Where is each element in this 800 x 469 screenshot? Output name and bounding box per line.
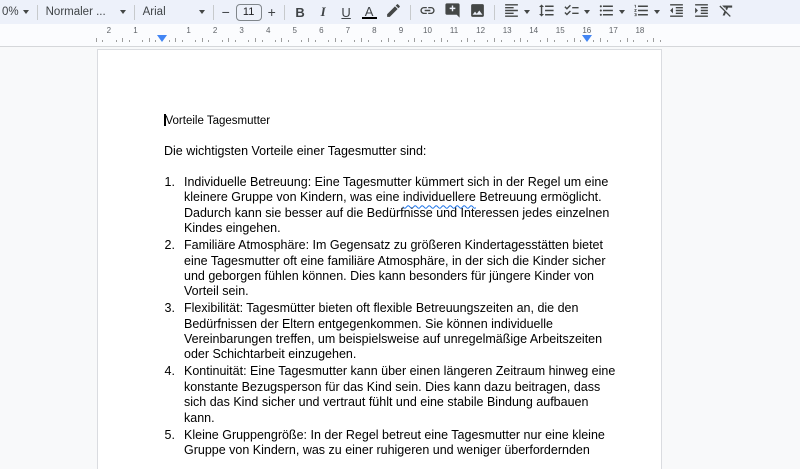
ruler-tick [335,38,336,42]
ruler-tick [494,38,495,42]
ruler-tick [620,40,621,42]
increase-indent-button[interactable] [689,1,714,23]
ruler-tick [421,40,422,42]
ruler-number: 10 [423,26,432,35]
list-item-text: Kontinuität: Eine Tagesmutter kann über einen längeren Zeitraum hinweg eine konstante Bezugsperson für das Kind sein. Dies kann dazu beitragen, dass sich das Kind sicher und vertraut fühlt und eine stabile Bindung aufbauen kann. [184,364,616,425]
link-icon [419,2,436,22]
numbered-list [164,175,644,458]
list-item-number: 2. [164,238,175,253]
ruler-tick [308,38,309,42]
ruler-tick [228,38,229,42]
paragraph-style-dropdown[interactable] [42,1,130,23]
ruler-tick [593,40,594,42]
ruler-number: 14 [529,26,539,35]
ruler-tick [607,40,608,42]
ruler-tick [434,40,435,42]
ruler-tick [647,40,648,42]
paragraph-style-value: Normaler ... [45,6,106,18]
ruler-tick [122,38,123,42]
ruler-tick [361,38,362,42]
ruler-tick [547,38,548,42]
ruler-tick [182,40,183,42]
decrease-indent-button[interactable] [664,1,689,23]
toolbar-divider [410,5,411,20]
ruler-tick [441,38,442,42]
pen-icon [385,2,402,22]
ruler-number: 1 [133,26,138,35]
ruler-tick [116,40,117,42]
document-title: Vorteile Tagesmutter [165,115,271,127]
numbered-list-button[interactable] [629,1,664,23]
comment-add-icon [444,2,461,22]
ruler-number: 18 [635,26,645,35]
ruler-tick [368,40,369,42]
ruler-tick [262,40,263,42]
bold-button[interactable]: B [295,4,305,20]
ruler-tick [96,38,97,42]
ruler-tick [388,38,389,42]
ruler-tick [574,38,575,42]
ruler-tick [467,38,468,42]
ruler-tick [633,40,634,42]
ruler-number: 1 [186,26,191,35]
ruler-tick [202,38,203,42]
ruler-tick [461,40,462,42]
clear-formatting-button[interactable] [714,1,739,23]
list-item-number: 5. [164,427,175,442]
add-comment-button[interactable] [440,1,465,23]
ruler-number: 16 [582,26,592,35]
list-item [164,364,644,426]
left-indent-marker[interactable] [157,35,167,42]
ruler-number: 2 [106,26,112,35]
ruler-tick [222,40,223,42]
ruler-tick [408,40,409,42]
ruler-tick [514,40,515,42]
font-size-input[interactable]: 11 [236,4,262,21]
ruler-number: 17 [608,26,618,35]
ruler-number: 7 [345,26,351,35]
ruler-tick [653,38,654,42]
ruler-tick [501,40,502,42]
bulleted-list-icon [598,2,615,22]
document-canvas [0,48,800,457]
zoom-value: 0% [2,6,19,18]
ruler-tick [102,40,103,42]
indent-increase-icon [693,2,710,22]
chevron-down-icon [199,10,205,14]
ruler-number: 3 [239,26,244,35]
insert-link-button[interactable] [415,1,440,23]
ruler-tick [520,38,521,42]
bulleted-list-button[interactable] [594,1,629,23]
ruler-number: 8 [372,26,377,35]
image-icon [469,2,486,22]
ruler-number: 15 [555,26,565,35]
toolbar [0,0,800,24]
list-item-text: Familiäre Atmosphäre: Im Gegensatz zu größeren Kindertagesstätten bietet eine Tagesmutter oft eine familiäre Atmosphäre, in der sich die Kinder sicher und geborgen fühlen können. Dies kann besonders für jüngere Kinder von Vorteil sein. [184,238,606,299]
ruler-number: 6 [319,26,324,35]
ruler-tick [195,40,196,42]
list-item-number: 3. [164,301,175,316]
ruler-tick [381,40,382,42]
ruler-tick [328,40,329,42]
chevron-down-icon [23,10,29,14]
list-item-text: Flexibilität: Tagesmütter bieten oft flexible Betreuungszeiten an, die den Bedürfnissen der Eltern entgegenkommen. Sie können individuelle Vereinbarungen treffen, um beispielsweise auf unregelmäßige Arbeitszeiten oder Schichtarbeit einzugehen. [184,301,603,362]
ruler-tick [567,40,568,42]
ruler-tick [627,38,628,42]
chevron-down-icon [584,10,590,14]
ruler-number: 13 [502,26,512,35]
ruler-tick [248,40,249,42]
list-item [164,238,644,300]
toolbar-divider [494,5,495,20]
insert-image-button[interactable] [465,1,490,23]
ruler-tick [554,40,555,42]
ruler[interactable] [0,24,800,46]
ruler-tick [394,40,395,42]
increase-font-size-button[interactable]: + [267,4,276,20]
ruler-number: 12 [476,26,486,35]
ruler-tick [474,40,475,42]
list-item [164,175,644,237]
ruler-tick [235,40,236,42]
ruler-tick [341,40,342,42]
toolbar-divider [37,5,38,20]
ruler-tick [142,40,143,42]
list-item-number: 4. [164,364,175,379]
ruler-tick [175,38,176,42]
list-item [164,301,644,363]
highlight-color-button[interactable] [381,1,406,23]
align-left-icon [503,2,520,22]
ruler-tick [208,40,209,42]
list-item-number: 1. [164,175,175,189]
ruler-tick [540,40,541,42]
document-content[interactable] [164,50,644,460]
ruler-number: 2 [212,26,218,35]
ruler-tick [288,40,289,42]
ruler-tick [275,40,276,42]
right-indent-marker[interactable] [582,35,592,42]
list-item-text: Individuelle Betreuung: Eine Tagesmutter kümmert sich in der Regel um eine kleinere Gruppe von Kindern, was eine individuellere Betreuung ermöglicht. Dadurch kann sie besser auf die Bedürfnisse und Interessen jedes einzelnen Kindes eingehen. [184,175,610,236]
ruler-tick [255,38,256,42]
clear-formatting-icon [718,2,735,22]
toolbar-divider [134,5,135,20]
line-spacing-icon [538,2,555,22]
checklist-button[interactable] [559,1,594,23]
list-item [164,428,644,459]
ruler-number: 4 [265,26,271,35]
indent-decrease-icon [668,2,685,22]
toolbar-divider [284,5,285,20]
chevron-down-icon [654,10,660,14]
ruler-tick [660,40,661,42]
line-spacing-button[interactable] [534,1,559,23]
align-button[interactable] [499,1,534,23]
italic-button[interactable]: I [320,4,326,19]
text-color-button[interactable]: A [358,1,381,23]
ruler-tick [487,40,488,42]
ruler-tick [301,40,302,42]
ruler-tick [414,38,415,42]
chevron-down-icon [120,10,126,14]
ruler-strip [0,24,800,47]
ruler-tick [169,40,170,42]
ruler-number: 5 [292,26,297,35]
ruler-tick [354,40,355,42]
intro-paragraph: Die wichtigsten Vorteile einer Tagesmutter sind: [164,144,427,158]
ruler-tick [281,38,282,42]
document-page[interactable] [97,49,662,469]
ruler-tick [129,40,130,42]
chevron-down-icon [619,10,625,14]
ruler-tick [149,38,150,42]
ruler-number: 9 [398,26,404,35]
checklist-icon [563,2,580,22]
ruler-tick [447,40,448,42]
numbered-list-icon [633,2,650,22]
list-item-text: Kleine Gruppengröße: In der Regel betreut eine Tagesmutter nur eine kleine Gruppe von Kindern, was zu einer ruhigeren und weniger überfordernden [184,427,605,457]
font-family-value: Arial [142,6,166,18]
ruler-number: 11 [449,26,459,35]
underline-button[interactable]: U [341,4,351,20]
ruler-tick [600,38,601,42]
spellcheck-word: individuellere [402,190,476,205]
font-family-dropdown[interactable] [139,1,209,23]
decrease-font-size-button[interactable]: − [221,4,230,20]
toolbar-divider [213,5,214,20]
zoom-control[interactable] [0,1,33,23]
ruler-tick [527,40,528,42]
ruler-tick [315,40,316,42]
chevron-down-icon [524,10,530,14]
